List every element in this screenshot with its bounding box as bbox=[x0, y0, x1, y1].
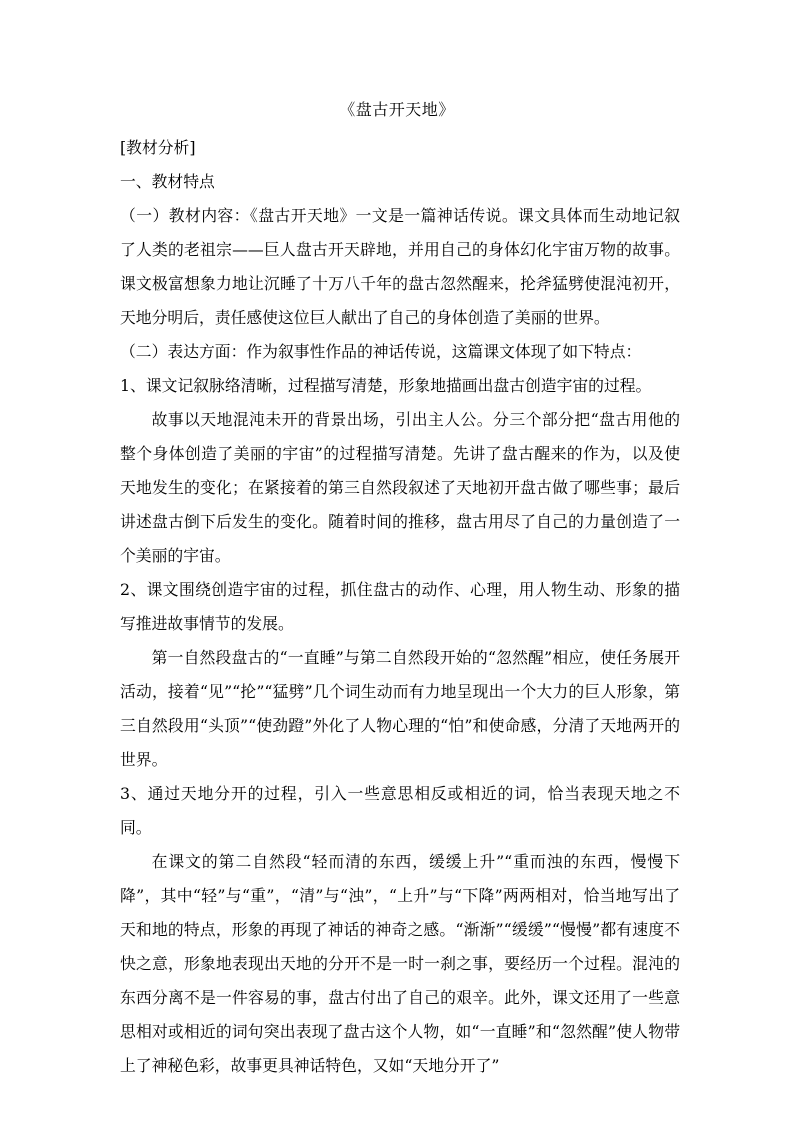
point-3-body: 在课文的第二自然段“轻而清的东西，缓缓上升”“重而浊的东西，慢慢下降”，其中“轻”与“重”，“清”与“浊”，“上升”与“下降”两两相对，恰当地写出了天和地的特点，形象的再现了神话的神奇之感。“渐渐”“缓缓”“慢慢”都有速度不快之意，形象地表现出天地的分开不是一时一刹之事，要经历一个过程。混沌的东西分离不是一件容易的事，盘古付出了自己的艰辛。此外，课文还用了一些意思相对或相近的词句突出表现了盘古这个人物，如“一直睡”和“忽然醒”使人物带上了神秘色彩，故事更具神话特色，又如“天地分开了” bbox=[120, 852, 680, 1075]
paragraph-expression: （二）表达方面：作为叙事性作品的神话传说，这篇课文体现了如下特点： bbox=[120, 342, 642, 361]
document-body bbox=[120, 131, 680, 1083]
point-1-heading: 1、课文记叙脉络清晰，过程描写清楚，形象地描画出盘古创造宇宙的过程。 bbox=[120, 376, 652, 395]
paragraph-content: （一）教材内容：《盘古开天地》一文是一篇神话传说。课文具体而生动地记叙了人类的老祖宗——巨人盘古开天辟地，并用自己的身体幻化宇宙万物的故事。课文极富想象力地让沉睡了十万八千年的盘古忽然醒来，抡斧猛劈使混沌初开，天地分明后，责任感使这位巨人献出了自己的身体创造了美丽的世界。 bbox=[120, 206, 680, 327]
document-title: 《盘古开天地》 bbox=[339, 100, 455, 119]
point-1-body: 故事以天地混沌未开的背景出场，引出主人公。分三个部分把“盘古用他的整个身体创造了美丽的宇宙”的过程描写清楚。先讲了盘古醒来的作为，以及使天地发生的变化；在紧接着的第三自然段叙述了天地初开盘古做了哪些事；最后讲述盘古倒下后发生的变化。随着时间的推移，盘古用尽了自己的力量创造了一个美丽的宇宙。 bbox=[120, 410, 680, 565]
point-3-heading: 3、通过天地分开的过程，引入一些意思相反或相近的词，恰当表现天地之不同。 bbox=[120, 784, 680, 837]
section-label-analysis: [教材分析] bbox=[120, 138, 196, 157]
point-2-heading: 2、课文围绕创造宇宙的过程，抓住盘古的动作、心理，用人物生动、形象的描写推进故事情节的发展。 bbox=[120, 580, 680, 633]
heading-textbook-features: 一、教材特点 bbox=[120, 172, 215, 191]
point-2-body: 第一自然段盘古的“一直睡”与第二自然段开始的“忽然醒”相应，使任务展开活动，接着“见”“抡”“猛劈”几个词生动而有力地呈现出一个大力的巨人形象，第三自然段用“头顶”“使劲蹬”外化了人物心理的“怕”和使命感，分清了天地两开的世界。 bbox=[120, 648, 680, 769]
